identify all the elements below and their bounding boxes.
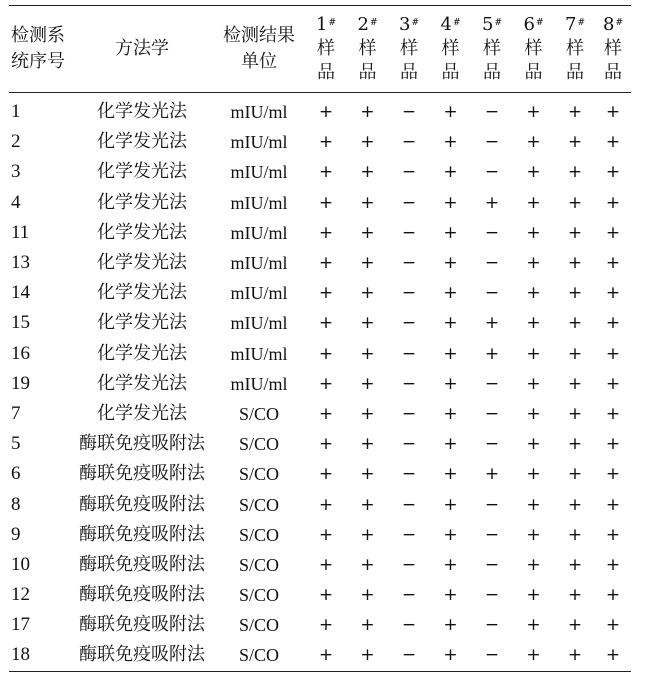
method-cell: 酶联免疫吸附法 bbox=[79, 433, 205, 455]
table-row bbox=[9, 369, 631, 399]
result-cell-sample-7: + bbox=[567, 585, 583, 606]
result-cell-sample-5: − bbox=[484, 403, 500, 424]
result-cell-sample-4: + bbox=[443, 524, 458, 545]
result-cell-sample-5: − bbox=[484, 585, 500, 606]
sample-mark: # bbox=[535, 17, 544, 28]
result-cell-sample-2: + bbox=[360, 524, 375, 545]
table-row bbox=[9, 308, 631, 338]
system-id-cell: 12 bbox=[11, 584, 30, 606]
result-cell-sample-8: + bbox=[605, 464, 621, 485]
result-cell-sample-5: − bbox=[484, 615, 500, 636]
unit-cell: mIU/ml bbox=[230, 192, 288, 213]
unit-cell: S/CO bbox=[238, 403, 280, 424]
table-row bbox=[9, 218, 631, 248]
sample-word-char: 样 bbox=[604, 37, 622, 59]
result-cell-sample-6: + bbox=[526, 464, 541, 485]
result-cell-sample-2: + bbox=[360, 615, 375, 636]
header-unit bbox=[212, 6, 306, 93]
unit-cell: mIU/ml bbox=[230, 313, 288, 334]
unit-cell: S/CO bbox=[238, 464, 280, 485]
header-method bbox=[72, 6, 212, 93]
result-cell-sample-1: + bbox=[318, 132, 334, 153]
sample-word-char: 品 bbox=[524, 61, 543, 83]
result-cell-sample-7: + bbox=[567, 554, 583, 575]
result-cell-sample-2: + bbox=[360, 403, 375, 424]
method-cell: 酶联免疫吸附法 bbox=[79, 463, 205, 485]
sample-word-char: 样 bbox=[358, 37, 377, 59]
result-cell-sample-7: + bbox=[567, 494, 583, 515]
result-cell-sample-7: + bbox=[567, 313, 583, 334]
result-cell-sample-5: − bbox=[484, 494, 500, 515]
unit-cell: mIU/ml bbox=[230, 162, 288, 183]
result-cell-sample-8: + bbox=[605, 585, 621, 606]
result-cell-sample-6: + bbox=[526, 434, 541, 455]
result-cell-sample-8: + bbox=[605, 102, 621, 123]
result-cell-sample-6: + bbox=[526, 132, 541, 153]
result-cell-sample-3: − bbox=[401, 162, 417, 183]
result-cell-sample-2: + bbox=[360, 162, 375, 183]
sample-word-char: 样 bbox=[441, 37, 460, 59]
result-cell-sample-6: + bbox=[526, 554, 541, 575]
result-cell-sample-2: + bbox=[360, 494, 375, 515]
result-cell-sample-4: + bbox=[443, 132, 458, 153]
sample-mark: # bbox=[452, 17, 461, 28]
result-cell-sample-2: + bbox=[360, 464, 375, 485]
result-cell-sample-1: + bbox=[318, 222, 334, 243]
result-cell-sample-8: + bbox=[605, 554, 621, 575]
result-cell-sample-5: + bbox=[484, 192, 500, 213]
sample-number: 5 bbox=[482, 13, 494, 35]
unit-cell: S/CO bbox=[238, 585, 280, 606]
method-cell: 化学发光法 bbox=[97, 402, 187, 424]
method-cell: 化学发光法 bbox=[97, 101, 187, 123]
sample-word-char: 品 bbox=[566, 61, 584, 83]
table-row bbox=[9, 459, 631, 489]
method-cell: 酶联免疫吸附法 bbox=[79, 644, 205, 666]
result-cell-sample-5: + bbox=[484, 343, 500, 364]
table-row bbox=[9, 489, 631, 519]
result-cell-sample-1: + bbox=[318, 162, 334, 183]
result-cell-sample-7: + bbox=[567, 283, 583, 304]
system-id-cell: 5 bbox=[11, 433, 21, 455]
result-cell-sample-1: + bbox=[318, 585, 334, 606]
result-cell-sample-7: + bbox=[567, 645, 583, 666]
result-cell-sample-2: + bbox=[360, 373, 375, 394]
system-id-cell: 17 bbox=[11, 614, 30, 636]
header-sample-6 bbox=[512, 6, 555, 93]
result-cell-sample-7: + bbox=[567, 192, 583, 213]
sample-mark: # bbox=[615, 17, 623, 28]
system-id-cell: 8 bbox=[11, 493, 21, 515]
result-cell-sample-8: + bbox=[605, 645, 621, 666]
result-cell-sample-4: + bbox=[443, 222, 458, 243]
unit-cell: mIU/ml bbox=[230, 343, 288, 364]
system-id-cell: 2 bbox=[11, 131, 21, 153]
result-cell-sample-4: + bbox=[443, 434, 458, 455]
table-row bbox=[9, 127, 631, 157]
method-cell: 化学发光法 bbox=[97, 252, 187, 274]
sample-number: 1 bbox=[316, 13, 328, 35]
sample-word-char: 样 bbox=[483, 37, 501, 59]
result-cell-sample-2: + bbox=[360, 343, 375, 364]
result-cell-sample-6: + bbox=[526, 615, 541, 636]
method-cell: 化学发光法 bbox=[97, 282, 187, 304]
result-cell-sample-5: − bbox=[484, 132, 500, 153]
system-id-cell: 18 bbox=[11, 644, 30, 666]
result-cell-sample-6: + bbox=[526, 645, 541, 666]
table-row bbox=[9, 429, 631, 459]
sample-number: 7 bbox=[565, 13, 577, 35]
result-cell-sample-7: + bbox=[567, 524, 583, 545]
result-cell-sample-1: + bbox=[318, 524, 334, 545]
sample-word-char: 品 bbox=[441, 61, 460, 83]
header-system-id bbox=[9, 6, 72, 93]
result-cell-sample-2: + bbox=[360, 313, 375, 334]
result-cell-sample-4: + bbox=[443, 615, 458, 636]
sample-header-label bbox=[482, 13, 502, 85]
sample-number: 3 bbox=[399, 13, 411, 35]
result-cell-sample-5: − bbox=[484, 373, 500, 394]
unit-cell: S/CO bbox=[238, 494, 280, 515]
results-table bbox=[9, 5, 631, 672]
header-sample-8 bbox=[595, 6, 631, 93]
sample-number: 2 bbox=[357, 13, 369, 35]
result-cell-sample-1: + bbox=[318, 102, 334, 123]
method-cell: 酶联免疫吸附法 bbox=[79, 584, 205, 606]
result-cell-sample-2: + bbox=[360, 585, 375, 606]
result-cell-sample-4: + bbox=[443, 283, 458, 304]
result-cell-sample-4: + bbox=[443, 192, 458, 213]
result-cell-sample-1: + bbox=[318, 464, 334, 485]
result-cell-sample-3: − bbox=[401, 645, 417, 666]
table-row bbox=[9, 550, 631, 580]
result-cell-sample-2: + bbox=[360, 132, 375, 153]
system-id-cell: 4 bbox=[11, 191, 21, 213]
system-id-cell: 9 bbox=[11, 523, 21, 545]
result-cell-sample-8: + bbox=[605, 313, 621, 334]
result-cell-sample-6: + bbox=[526, 494, 541, 515]
result-cell-sample-7: + bbox=[567, 615, 583, 636]
result-cell-sample-6: + bbox=[526, 222, 541, 243]
result-cell-sample-6: + bbox=[526, 524, 541, 545]
result-cell-sample-6: + bbox=[526, 283, 541, 304]
unit-cell: mIU/ml bbox=[230, 102, 288, 123]
sample-word-char: 品 bbox=[358, 61, 377, 83]
result-cell-sample-7: + bbox=[567, 102, 583, 123]
result-cell-sample-1: + bbox=[318, 403, 334, 424]
result-cell-sample-1: + bbox=[318, 554, 334, 575]
result-cell-sample-2: + bbox=[360, 645, 375, 666]
table-row bbox=[9, 157, 631, 187]
sample-mark: # bbox=[328, 17, 336, 28]
result-cell-sample-3: − bbox=[401, 343, 417, 364]
result-cell-sample-1: + bbox=[318, 645, 334, 666]
result-cell-sample-6: + bbox=[526, 373, 541, 394]
result-cell-sample-3: − bbox=[401, 222, 417, 243]
result-cell-sample-5: + bbox=[484, 313, 500, 334]
header-sample-2 bbox=[346, 6, 389, 93]
result-cell-sample-2: + bbox=[360, 222, 375, 243]
method-cell: 化学发光法 bbox=[97, 221, 187, 243]
result-cell-sample-1: + bbox=[318, 192, 334, 213]
system-id-cell: 1 bbox=[11, 101, 21, 123]
result-cell-sample-1: + bbox=[318, 283, 334, 304]
result-cell-sample-1: + bbox=[318, 615, 334, 636]
result-cell-sample-1: + bbox=[318, 434, 334, 455]
result-cell-sample-3: − bbox=[401, 585, 417, 606]
result-cell-sample-3: − bbox=[401, 313, 417, 334]
system-id-cell: 6 bbox=[11, 463, 21, 485]
unit-cell: mIU/ml bbox=[230, 132, 288, 153]
result-cell-sample-6: + bbox=[526, 343, 541, 364]
method-cell: 酶联免疫吸附法 bbox=[79, 553, 205, 575]
method-cell: 化学发光法 bbox=[97, 161, 187, 183]
method-cell: 化学发光法 bbox=[97, 372, 187, 394]
result-cell-sample-3: − bbox=[401, 494, 417, 515]
result-cell-sample-1: + bbox=[318, 313, 334, 334]
table-row bbox=[9, 188, 631, 218]
unit-cell: mIU/ml bbox=[230, 222, 288, 243]
result-cell-sample-5: − bbox=[484, 434, 500, 455]
result-cell-sample-1: + bbox=[318, 494, 334, 515]
result-cell-sample-7: + bbox=[567, 343, 583, 364]
system-id-cell: 15 bbox=[11, 312, 30, 334]
unit-cell: S/CO bbox=[238, 524, 280, 545]
result-cell-sample-5: − bbox=[484, 253, 500, 274]
result-cell-sample-5: − bbox=[484, 524, 500, 545]
result-cell-sample-4: + bbox=[443, 313, 458, 334]
result-cell-sample-5: − bbox=[484, 283, 500, 304]
header-row bbox=[9, 6, 631, 93]
result-cell-sample-8: + bbox=[605, 403, 621, 424]
sample-header-label bbox=[358, 13, 378, 85]
result-cell-sample-3: − bbox=[401, 464, 417, 485]
method-cell: 酶联免疫吸附法 bbox=[79, 523, 205, 545]
sample-number: 6 bbox=[523, 13, 535, 35]
result-cell-sample-8: + bbox=[605, 222, 621, 243]
sample-mark: # bbox=[369, 17, 378, 28]
result-cell-sample-7: + bbox=[567, 434, 583, 455]
result-cell-sample-3: − bbox=[401, 434, 417, 455]
header-sample-4 bbox=[429, 6, 472, 93]
result-cell-sample-1: + bbox=[318, 373, 334, 394]
sample-header-label bbox=[524, 13, 544, 85]
result-cell-sample-4: + bbox=[443, 645, 458, 666]
unit-cell: S/CO bbox=[238, 645, 280, 666]
table-row bbox=[9, 93, 631, 128]
system-id-cell: 19 bbox=[11, 372, 30, 394]
sample-header-label bbox=[399, 13, 419, 85]
result-cell-sample-8: + bbox=[605, 434, 621, 455]
method-cell: 化学发光法 bbox=[97, 312, 187, 334]
result-cell-sample-3: − bbox=[401, 615, 417, 636]
system-id-cell: 14 bbox=[11, 282, 30, 304]
result-cell-sample-3: − bbox=[401, 192, 417, 213]
result-cell-sample-8: + bbox=[605, 373, 621, 394]
result-cell-sample-7: + bbox=[567, 403, 583, 424]
result-cell-sample-5: + bbox=[484, 464, 500, 485]
header-system-id-label: 检测系统序号 bbox=[11, 25, 65, 72]
sample-mark: # bbox=[494, 17, 502, 28]
result-cell-sample-2: + bbox=[360, 102, 375, 123]
result-cell-sample-3: − bbox=[401, 373, 417, 394]
table-row bbox=[9, 610, 631, 640]
result-cell-sample-4: + bbox=[443, 102, 458, 123]
result-cell-sample-2: + bbox=[360, 253, 375, 274]
unit-cell: mIU/ml bbox=[230, 253, 288, 274]
result-cell-sample-4: + bbox=[443, 343, 458, 364]
result-cell-sample-8: + bbox=[605, 162, 621, 183]
result-cell-sample-1: + bbox=[318, 343, 334, 364]
result-cell-sample-7: + bbox=[567, 373, 583, 394]
sample-word-char: 品 bbox=[483, 61, 501, 83]
result-cell-sample-4: + bbox=[443, 253, 458, 274]
method-cell: 化学发光法 bbox=[97, 342, 187, 364]
result-cell-sample-2: + bbox=[360, 434, 375, 455]
result-cell-sample-5: − bbox=[484, 102, 500, 123]
sample-header-label bbox=[565, 13, 585, 85]
result-cell-sample-6: + bbox=[526, 403, 541, 424]
sample-word-char: 样 bbox=[566, 37, 584, 59]
system-id-cell: 13 bbox=[11, 252, 30, 274]
header-unit-label: 检测结果单位 bbox=[223, 25, 295, 72]
sample-word-char: 品 bbox=[400, 61, 418, 83]
result-cell-sample-6: + bbox=[526, 313, 541, 334]
result-cell-sample-6: + bbox=[526, 192, 541, 213]
table-row bbox=[9, 580, 631, 610]
method-cell: 酶联免疫吸附法 bbox=[79, 614, 205, 636]
header-method-label: 方法学 bbox=[115, 38, 169, 59]
sample-word-char: 样 bbox=[524, 37, 543, 59]
result-cell-sample-4: + bbox=[443, 373, 458, 394]
sample-mark: # bbox=[577, 17, 585, 28]
result-cell-sample-2: + bbox=[360, 554, 375, 575]
table-row bbox=[9, 399, 631, 429]
result-cell-sample-7: + bbox=[567, 132, 583, 153]
result-cell-sample-6: + bbox=[526, 162, 541, 183]
result-cell-sample-8: + bbox=[605, 132, 621, 153]
system-id-cell: 3 bbox=[11, 161, 21, 183]
result-cell-sample-5: − bbox=[484, 222, 500, 243]
result-cell-sample-8: + bbox=[605, 524, 621, 545]
result-cell-sample-5: − bbox=[484, 645, 500, 666]
result-cell-sample-7: + bbox=[567, 464, 583, 485]
table-row bbox=[9, 278, 631, 308]
unit-cell: mIU/ml bbox=[230, 283, 288, 304]
header-sample-5 bbox=[472, 6, 512, 93]
table-body bbox=[9, 93, 631, 672]
system-id-cell: 11 bbox=[11, 221, 30, 243]
sample-word-char: 品 bbox=[604, 61, 622, 83]
result-cell-sample-5: − bbox=[484, 162, 500, 183]
result-cell-sample-7: + bbox=[567, 162, 583, 183]
result-cell-sample-2: + bbox=[360, 283, 375, 304]
unit-cell: mIU/ml bbox=[230, 373, 288, 394]
result-cell-sample-1: + bbox=[318, 253, 334, 274]
table-row bbox=[9, 248, 631, 278]
table-row bbox=[9, 520, 631, 550]
result-cell-sample-3: − bbox=[401, 283, 417, 304]
result-cell-sample-6: + bbox=[526, 253, 541, 274]
system-id-cell: 10 bbox=[11, 553, 30, 575]
result-cell-sample-8: + bbox=[605, 494, 621, 515]
result-cell-sample-8: + bbox=[605, 343, 621, 364]
result-cell-sample-3: − bbox=[401, 102, 417, 123]
method-cell: 化学发光法 bbox=[97, 191, 187, 213]
result-cell-sample-4: + bbox=[443, 162, 458, 183]
sample-number: 4 bbox=[440, 13, 452, 35]
results-table-container bbox=[9, 5, 631, 672]
result-cell-sample-6: + bbox=[526, 585, 541, 606]
header-sample-1 bbox=[306, 6, 346, 93]
table-row bbox=[9, 640, 631, 671]
header-sample-3 bbox=[389, 6, 429, 93]
result-cell-sample-8: + bbox=[605, 283, 621, 304]
header-sample-7 bbox=[555, 6, 595, 93]
result-cell-sample-6: + bbox=[526, 102, 541, 123]
unit-cell: S/CO bbox=[238, 434, 280, 455]
result-cell-sample-7: + bbox=[567, 253, 583, 274]
sample-word-char: 样 bbox=[317, 37, 335, 59]
unit-cell: S/CO bbox=[238, 615, 280, 636]
result-cell-sample-4: + bbox=[443, 464, 458, 485]
result-cell-sample-3: − bbox=[401, 524, 417, 545]
method-cell: 酶联免疫吸附法 bbox=[79, 493, 205, 515]
result-cell-sample-3: − bbox=[401, 253, 417, 274]
result-cell-sample-5: − bbox=[484, 554, 500, 575]
result-cell-sample-4: + bbox=[443, 494, 458, 515]
result-cell-sample-2: + bbox=[360, 192, 375, 213]
result-cell-sample-8: + bbox=[605, 192, 621, 213]
result-cell-sample-4: + bbox=[443, 554, 458, 575]
result-cell-sample-8: + bbox=[605, 615, 621, 636]
system-id-cell: 7 bbox=[11, 402, 21, 424]
system-id-cell: 16 bbox=[11, 342, 30, 364]
result-cell-sample-3: − bbox=[401, 554, 417, 575]
sample-header-label bbox=[441, 13, 461, 85]
result-cell-sample-8: + bbox=[605, 253, 621, 274]
result-cell-sample-4: + bbox=[443, 585, 458, 606]
result-cell-sample-4: + bbox=[443, 403, 458, 424]
sample-word-char: 样 bbox=[400, 37, 418, 59]
method-cell: 化学发光法 bbox=[97, 131, 187, 153]
sample-header-label bbox=[316, 13, 336, 85]
sample-header-label bbox=[603, 13, 623, 85]
sample-mark: # bbox=[411, 17, 419, 28]
sample-word-char: 品 bbox=[317, 61, 335, 83]
result-cell-sample-7: + bbox=[567, 222, 583, 243]
unit-cell: S/CO bbox=[238, 554, 280, 575]
sample-number: 8 bbox=[603, 13, 615, 35]
result-cell-sample-3: − bbox=[401, 403, 417, 424]
result-cell-sample-3: − bbox=[401, 132, 417, 153]
table-row bbox=[9, 339, 631, 369]
